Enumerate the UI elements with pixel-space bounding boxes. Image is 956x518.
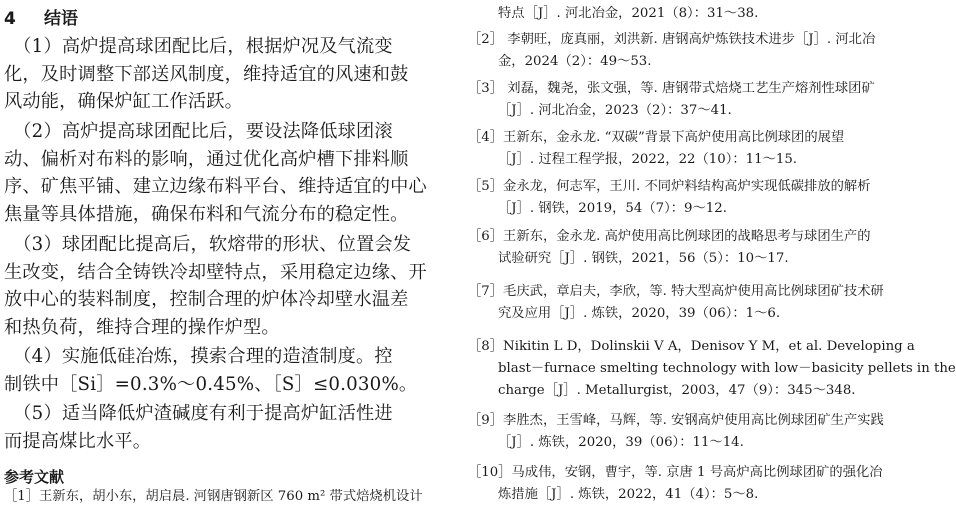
reference-line: ［9］李胜杰，王雪峰，马辉，等. 安钢高炉使用高比例球团矿生产实践 (468, 413, 884, 428)
reference-line: ［J］. 过程工程学报，2022，22（10）：11～15. (498, 151, 798, 167)
reference-line: ［8］Nikitin L D，Dolinskii V A，Denisov Y M，et al. Developing a (468, 339, 915, 354)
section-number: 4 (4, 9, 16, 29)
reference-line: charge［J］. Metallurgist，2003，47（9）：345～348. (498, 382, 856, 398)
reference-line: 试验研究［J］. 钢铁，2021，56（5）：10～17. (498, 250, 789, 266)
reference-item (468, 226, 898, 270)
section-heading (4, 4, 78, 29)
reference-item (468, 127, 898, 171)
text-line: （2）高炉提高球团配比后，要设法降低球团滚 (4, 121, 393, 142)
reference-line: 究及应用［J］. 炼铁，2020，39（06）：1～6. (498, 305, 781, 321)
reference-line: ［7］毛庆武，章启夫，李欣，等. 特大型高炉使用高比例球团矿技术研 (468, 284, 884, 299)
reference-item (468, 462, 898, 506)
references-heading: 参考文献 (4, 468, 65, 486)
reference-item (468, 281, 898, 325)
text-line: 放中心的装料制度，控制合理的炉体冷却壁水温差 (4, 289, 409, 311)
text-line: 生改变，结合全铸铁冷却壁特点，采用稳定边缘、开 (4, 261, 427, 283)
reference-line: blast－furnace smelting technology with low－basicity pellets in the (498, 360, 956, 376)
paragraph-3 (4, 231, 440, 341)
reference-line: 金，2024（2）：49～53. (498, 53, 652, 69)
text-line: （1）高炉提高球团配比后，根据炉况及气流变 (4, 36, 393, 57)
text-line: （3）球团配比提高后，软熔带的形状、位置会发 (4, 234, 412, 255)
text-line: 序、矿焦平铺、建立边缘布料平台、维持适宜的中心 (4, 176, 427, 198)
reference-item (468, 29, 898, 73)
reference-line: 特点［J］. 河北冶金，2021（8）：31～38. (498, 6, 759, 21)
text-line: （5）适当降低炉渣碱度有利于提高炉缸活性进 (4, 403, 393, 424)
section-title: 结语 (44, 9, 78, 29)
paragraph-5 (4, 400, 440, 455)
text-line: 动、偏析对布料的影响，通过优化高炉槽下排料顺 (4, 148, 409, 170)
text-line: 焦量等具体措施，确保布料和气流分布的稳定性。 (4, 203, 409, 225)
text-line: 而提高煤比水平。 (4, 430, 152, 452)
reference-item (468, 410, 898, 454)
reference-item (468, 78, 898, 122)
text-line: （4）实施低硅冶炼，摸索合理的造渣制度。控 (4, 346, 393, 367)
reference-item (468, 336, 956, 401)
reference-line: 炼措施［J］. 炼铁，2022，41（4）：5～8. (498, 486, 759, 502)
reference-line: ［2］ 李朝旺，庞真丽，刘洪新. 唐钢高炉炼铁技术进步［J］. 河北冶 (468, 32, 876, 47)
reference-line: ［J］. 钢铁，2019，54（7）：9～12. (498, 200, 727, 216)
reference-line: ［10］马成伟，安钢，曹宇，等. 京唐 1 号高炉高比例球团矿的强化冶 (468, 465, 883, 480)
paragraph-4 (4, 343, 440, 398)
paragraph-1 (4, 33, 440, 116)
reference-line: ［J］. 河北冶金，2023（2）：37～41. (498, 102, 732, 118)
text-line: 和热负荷，维持合理的操作炉型。 (4, 316, 280, 338)
paragraph-2 (4, 118, 440, 228)
reference-line: ［3］ 刘磊，魏尧，张文强，等. 唐钢带式焙烧工艺生产熔剂性球团矿 (468, 81, 875, 96)
reference-item-continued (468, 3, 898, 25)
reference-line: ［5］金永龙，何志军，王川. 不同炉料结构高炉实现低碳排放的解析 (468, 179, 871, 194)
reference-item (468, 176, 898, 220)
reference-line: ［6］王新东，金永龙. 高炉使用高比例球团的战略思考与球团生产的 (468, 229, 871, 244)
reference-item: ［1］王新东，胡小东，胡启晨. 河钢唐钢新区 760 m² 带式焙烧机设计 (4, 489, 423, 504)
text-line: 制铁中［Si］=0.3%～0.45%、［S］≤0.030%。 (4, 373, 418, 395)
text-line: 风动能，确保炉缸工作活跃。 (4, 91, 244, 113)
reference-line: ［4］王新东，金永龙. “双碳”背景下高炉使用高比例球团的展望 (468, 130, 845, 145)
reference-line: ［J］. 炼铁，2020，39（06）：11～14. (498, 434, 744, 450)
text-line: 化，及时调整下部送风制度，维持适宜的风速和鼓 (4, 63, 409, 85)
